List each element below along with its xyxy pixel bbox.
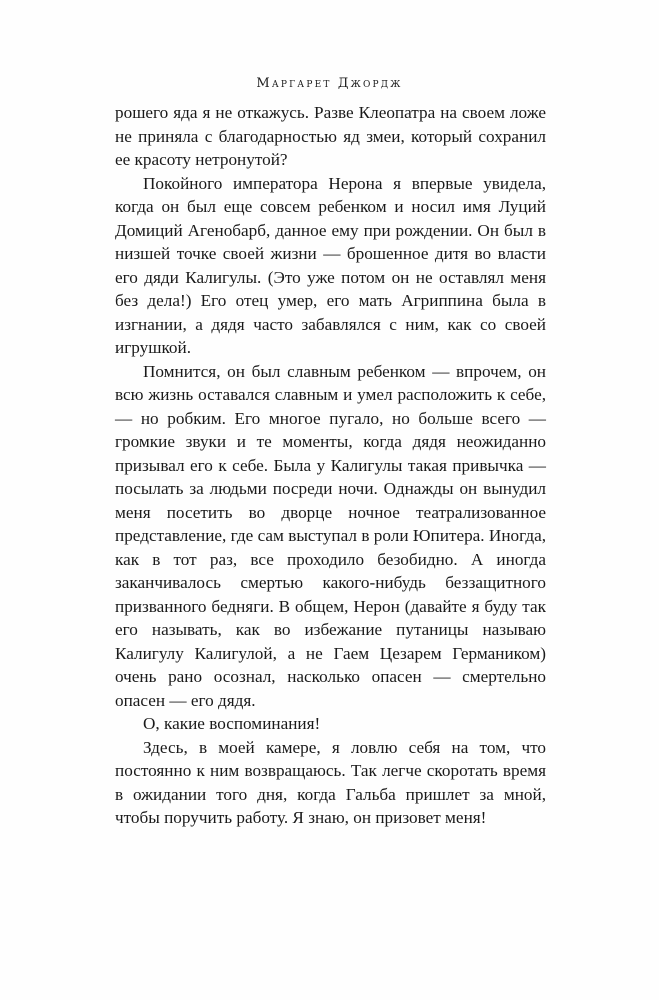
paragraph-1: рошего яда я не откажусь. Разве Клеопатра на своем ложе не приняла с благодарностью яд змеи, который сохранил ее красоту нетронутой? (115, 103, 546, 169)
paragraph-4: О, какие воспоминания! (143, 714, 321, 733)
paragraph-5: Здесь, в моей камере, я ловлю себя на том, что постоянно к ним возвращаюсь. Так легче скоротать время в ожидании того дня, когда Гальба пришлет за мной, чтобы поручить работу. Я знаю, он призовет меня! (115, 737, 546, 827)
running-head-author: Маргарет Джордж (256, 76, 403, 91)
paragraph-3: Помнится, он был славным ребенком — впрочем, он всю жизнь оставался славным и умел расположить к себе, — но робким. Его многое пугало, но больше всего — громкие звуки и те моменты, когда дядя неожиданно призывал его к себе. Была у Калигулы такая привычка — посылать за людьми посреди ночи. Однажды он вынудил меня посетить во дворце ночное театрализованное представление, где сам выступал в роли Юпитера. Иногда, как в тот раз, все проходило безобидно. А иногда заканчивалось смертью какого-нибудь беззащитного призванного бедняги. В общем, Нерон (давайте я буду так его называть, как во избежание путаницы называю Калигулу Калигулой, а не Гаем Цезарем Германиком) очень рано осознал, насколько опасен — смертельно опасен — его дядя. (115, 361, 546, 710)
paragraph-2: Покойного императора Нерона я впервые увидела, когда он был еще совсем ребенком и носил имя Луций Домиций Агенобарб, данное ему при рождении. Он был в низшей точке своей жизни — брошенное дитя во власти его дяди Калигулы. (Это уже потом он не оставлял меня без дела!) Его отец умер, его мать Агриппина была в изгнании, а дядя часто забавлялся с ним, как со своей игрушкой. (115, 173, 546, 357)
body-text (115, 101, 546, 830)
